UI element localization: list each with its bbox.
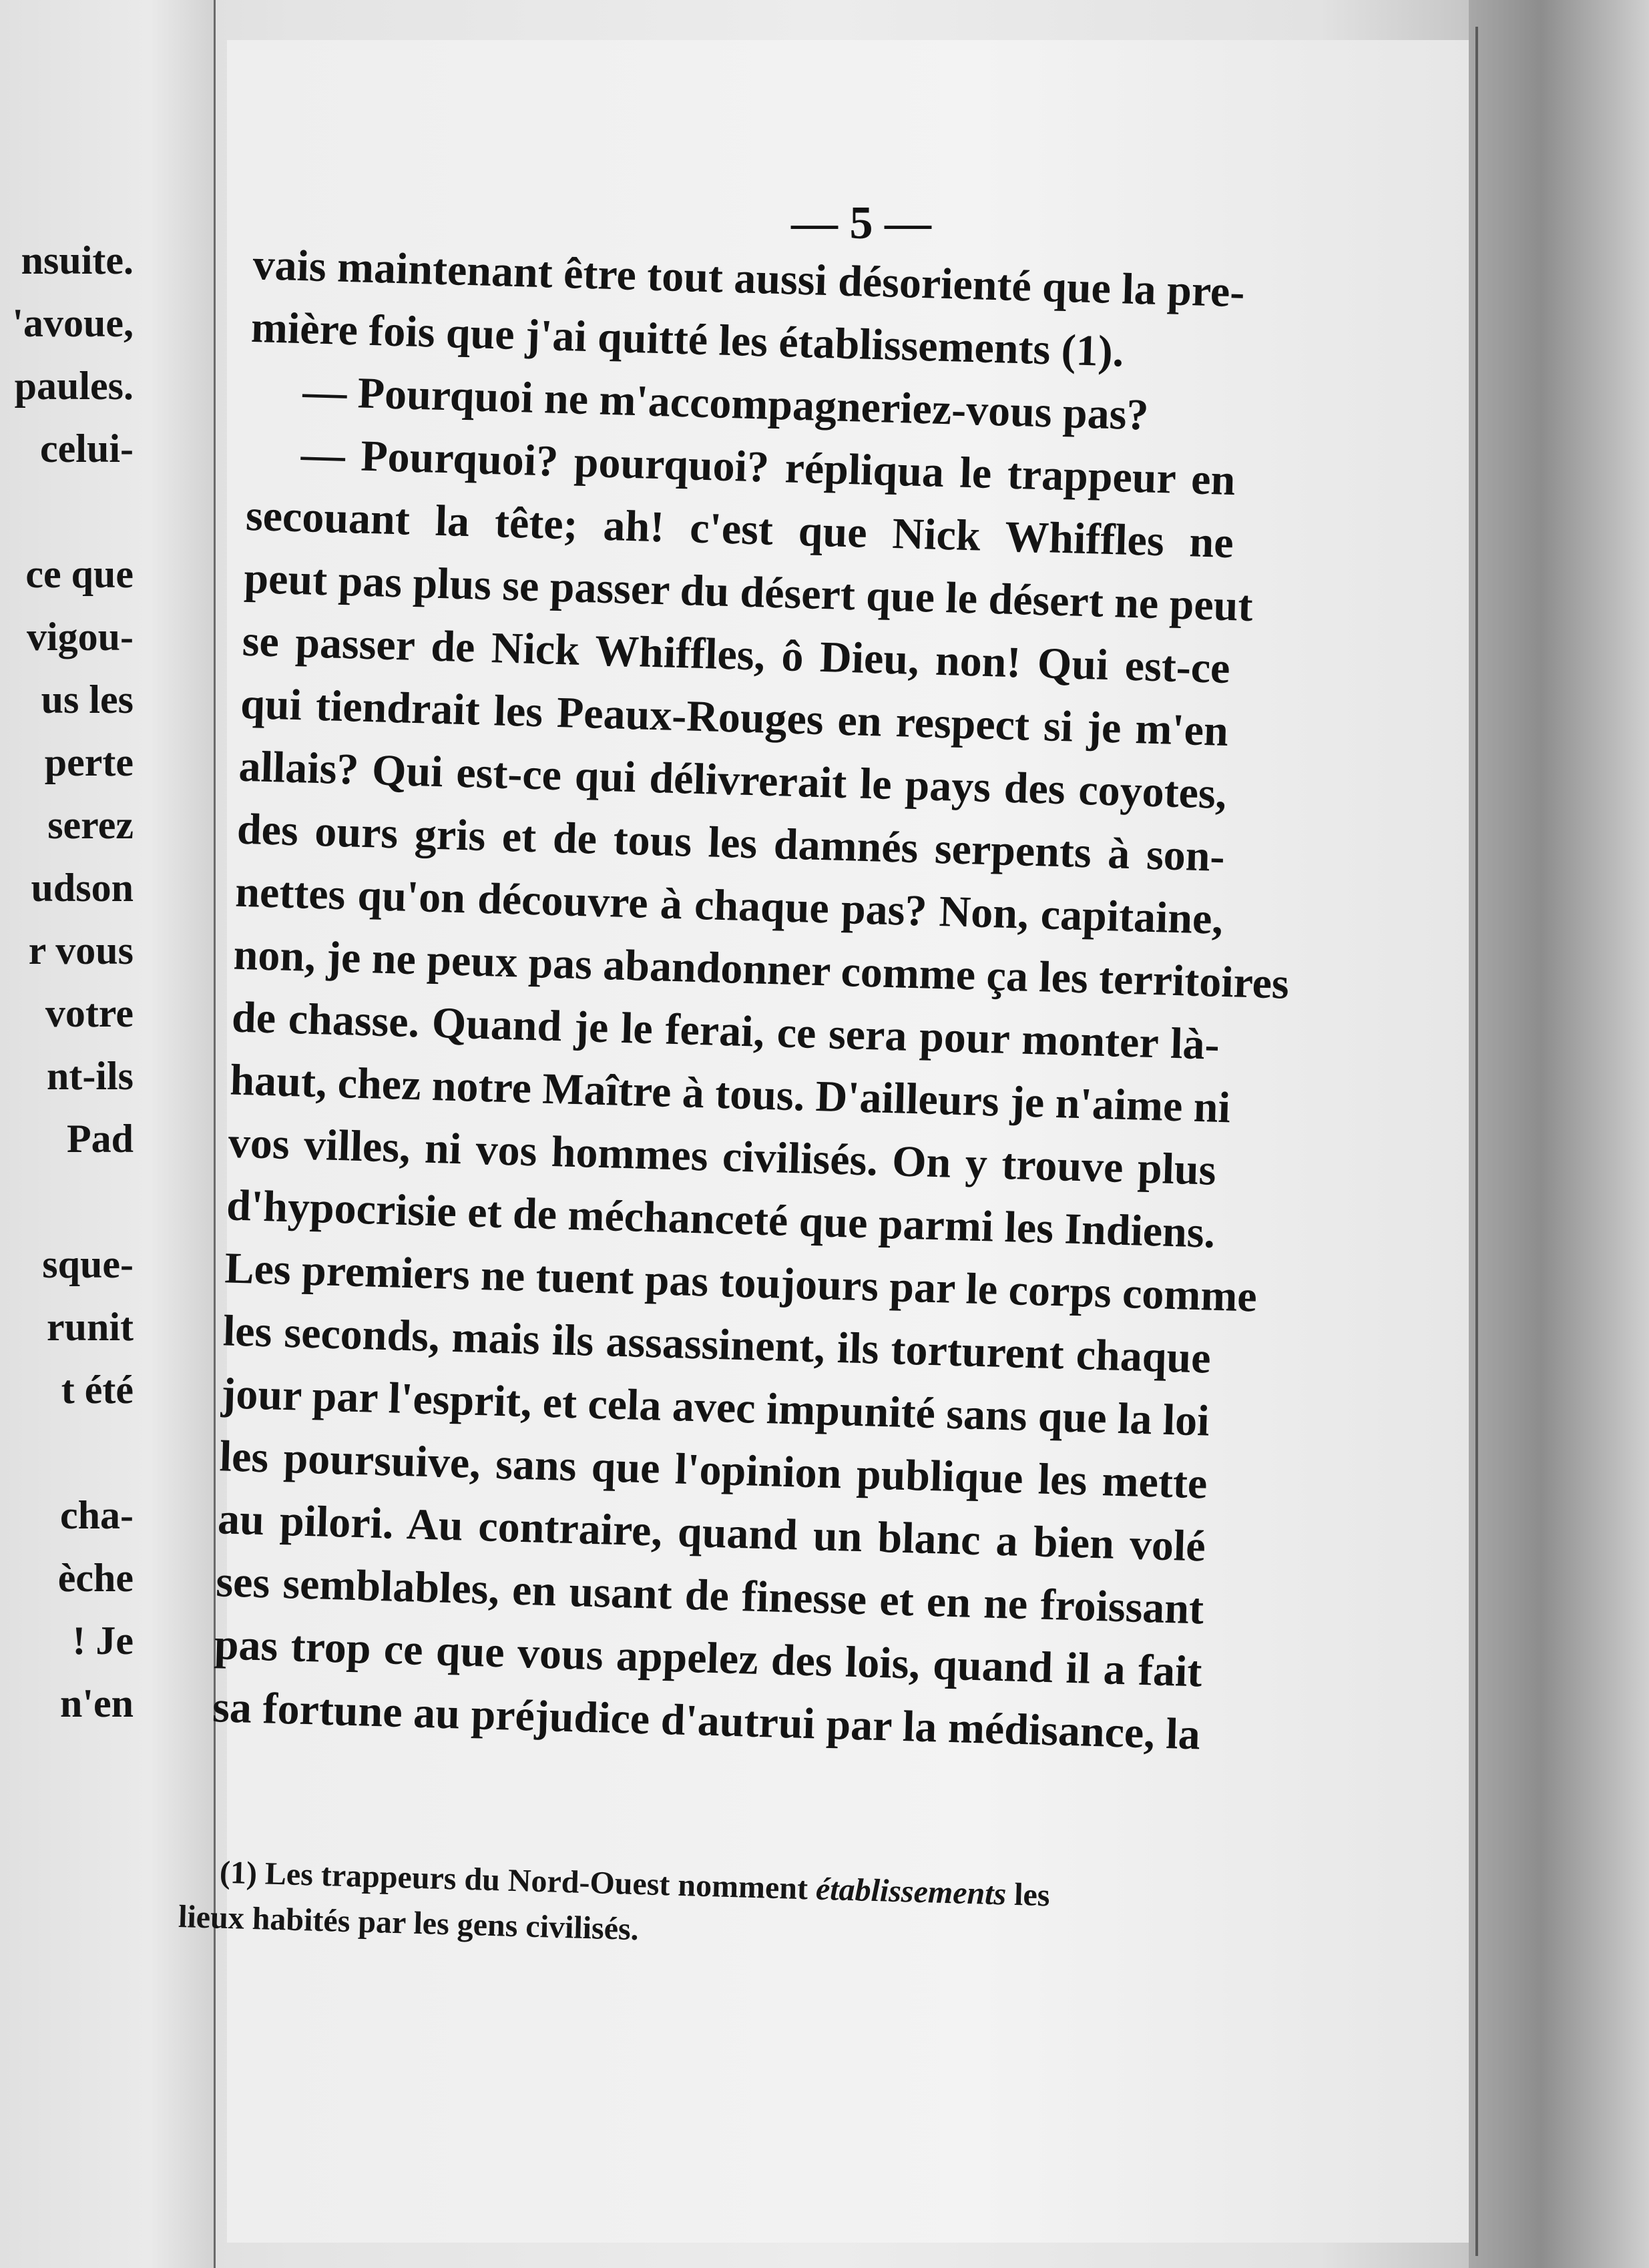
- left-fragment: votre: [45, 991, 134, 1035]
- left-fragment: ! Je: [72, 1619, 134, 1663]
- left-fragment: vigou-: [26, 615, 134, 659]
- text-line: vais maintenant être tout aussi désorienté que la pre-: [252, 240, 1246, 317]
- left-fragment: nsuite.: [21, 238, 134, 282]
- left-fragment: Pad: [66, 1117, 134, 1161]
- left-page-text-fragments: [0, 240, 134, 1842]
- text-line: mière fois que j'ai quitté les établissements (1).: [250, 302, 1125, 376]
- text-line: haut, chez notre Maître à tous. D'ailleurs je n'aime ni: [229, 1055, 1231, 1133]
- left-fragment: perte: [44, 740, 134, 784]
- left-fragment: nt-ils: [46, 1054, 134, 1098]
- left-fragment: èche: [57, 1556, 134, 1600]
- text-line: sa fortune au préjudice d'autrui par la médisance, la: [212, 1683, 1201, 1759]
- footnote-text: les: [1005, 1876, 1051, 1914]
- text-line: — Pourquoi? pourquoi? répliqua le trappeur en: [300, 430, 1236, 505]
- body-text: [212, 234, 1290, 1766]
- book-edge-shadow: [1469, 0, 1649, 2268]
- footnote-line: lieux habités par les gens civilisés.: [178, 1898, 640, 1948]
- text-line: des ours gris et de tous les damnés serpents à son-: [236, 804, 1226, 881]
- text-line: se passer de Nick Whiffles, ô Dieu, non! Qui est-ce: [241, 616, 1231, 693]
- page-number: — 5 —: [791, 198, 931, 249]
- text-line: non, je ne peux pas abandonner comme ça les territoires: [232, 930, 1290, 1009]
- left-fragment: paules.: [14, 364, 134, 408]
- text-line: les poursuive, sans que l'opinion publique les mette: [218, 1432, 1208, 1508]
- text-line: jour par l'esprit, et cela avec impunité sans que la loi: [220, 1369, 1210, 1446]
- text-line: allais? Qui est-ce qui délivrerait le pays des coyotes,: [238, 742, 1228, 818]
- left-fragment: t été: [61, 1368, 134, 1412]
- text-line: au pilori. Au contraire, quand un blanc a bien volé: [217, 1494, 1206, 1571]
- text-line: — Pourquoi ne m'accompagneriez-vous pas?: [302, 367, 1150, 440]
- left-fragment: cha-: [60, 1493, 134, 1537]
- text-line: d'hypocrisie et de méchanceté que parmi les Indiens.: [226, 1181, 1216, 1257]
- footnote-text: (1) Les trappeurs du Nord-Ouest nomment: [219, 1854, 816, 1907]
- left-fragment: r vous: [28, 928, 134, 972]
- left-fragment: ce que: [25, 552, 134, 596]
- text-line: qui tiendrait les Peaux-Rouges en respect si je m'en: [240, 679, 1229, 756]
- footnote-italic-term: établissements: [815, 1871, 1007, 1912]
- text-line: nettes qu'on découvre à chaque pas? Non, capitaine,: [234, 867, 1224, 944]
- left-fragment: serez: [47, 803, 134, 847]
- left-fragment: celui-: [40, 427, 134, 471]
- text-line: vos villes, ni vos hommes civilisés. On y trouve plus: [227, 1118, 1217, 1195]
- text-line: les seconds, mais ils assassinent, ils torturent chaque: [222, 1306, 1212, 1383]
- left-fragment: n'en: [59, 1681, 134, 1725]
- text-line: ses semblables, en usant de finesse et en ne froissant: [215, 1557, 1205, 1634]
- left-fragment: us les: [41, 677, 134, 722]
- text-line: secouant la tête; ah! c'est que Nick Whiffles ne: [245, 491, 1234, 568]
- text-line: de chasse. Quand je le ferai, ce sera pour monter là-: [231, 993, 1220, 1069]
- text-line: pas trop ce que vous appelez des lois, quand il a fait: [213, 1620, 1203, 1697]
- page-edge-line: [1475, 27, 1478, 2256]
- left-fragment: udson: [31, 866, 134, 910]
- text-line: peut pas plus se passer du désert que le désert ne peut: [243, 553, 1254, 631]
- text-line: Les premiers ne tuent pas toujours par le corps comme: [224, 1243, 1258, 1322]
- left-fragment: runit: [46, 1305, 134, 1349]
- left-fragment: sque-: [42, 1242, 134, 1286]
- left-fragment: 'avoue,: [12, 301, 134, 345]
